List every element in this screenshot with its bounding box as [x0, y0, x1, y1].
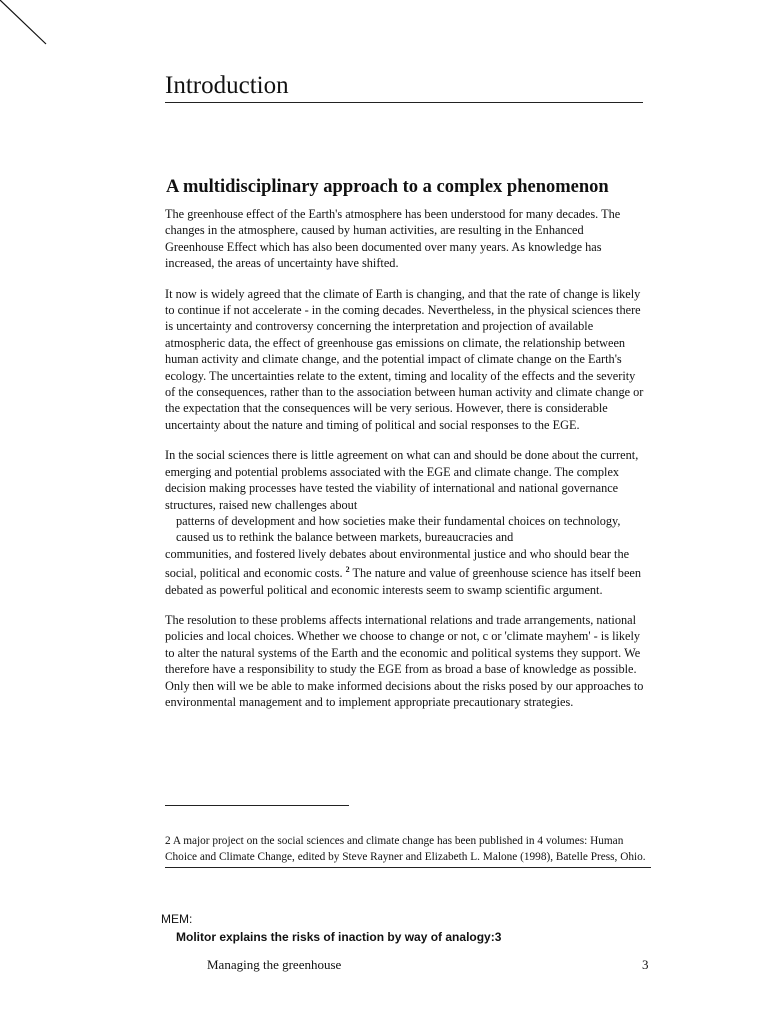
footnote: 2 A major project on the social sciences and climate change has been published in 4 volumes: Human Choice and Climate Change, edited by Steve Rayner and Elizabeth L. Malone (1998), Batelle Press, Ohio. [165, 833, 651, 868]
paragraph-1: The greenhouse effect of the Earth's atmosphere has been understood for many decades. The changes in the atmosphere, caused by human activities, are resulting in the Enhanced Greenhouse Effect which has also been documented over many years. As knowledge has increased, the areas of uncertainty have shifted. [165, 207, 621, 271]
paragraph-3-start: In the social sciences there is little agreement on what can and should be done about the current, emerging and potential problems associated with the EGE and climate change. The complex decision making processes have tested the viability of international and national governance structures, raised new challenges about [165, 448, 639, 512]
body-text [165, 206, 645, 724]
paragraph-4: The resolution to these problems affects international relations and trade arrangements, national policies and local choices. Whether we choose to change or not, c or 'climate mayhem' - is likely to alter the natural systems of the Earth and the economic and political systems they support. We therefore have a responsibility to study the EGE from as broad a base of knowledge as possible. Only then will we be able to make informed decisions about the risks posed by our approaches to environmental management and to implement appropriate precautionary strategies. [165, 613, 644, 710]
paragraph-2: It now is widely agreed that the climate of Earth is changing, and that the rate of change is likely to continue if not accelerate - in the coming decades. Nevertheless, in the physical sciences there is uncertainty and controversy concerning the interpretation and projection of available atmospheric data, the effect of greenhouse gas emissions on climate, the relationship between human activity and climate change, and the potential impact of climate change on the Earth's ecology. The uncertainties relate to the extent, timing and locality of the effects and the severity of the consequences, rather than to the association between human activity and climate change or the expectation that the consequences will be very serious. However, there is considerable uncertainty about the nature and timing of political and social responses to the EGE. [165, 286, 644, 432]
section-heading: A multidisciplinary approach to a complex phenomenon [166, 177, 609, 197]
paragraph-3-rest: communities, and fostered lively debates about environmental justice and who should bear the social, political and economic costs. [165, 546, 630, 581]
paragraph-3-tail: The nature and value of greenhouse science has itself been debated as powerful political and economic interests seem to swamp scientific argument. [165, 566, 642, 597]
page-number: 3 [642, 957, 649, 972]
footnote-reference[interactable]: 2 [345, 565, 350, 575]
page-title: Introduction [165, 70, 643, 103]
paragraph-3-indented: patterns of development and how societies make their fundamental choices on technology, caused us to rethink the balance between markets, bureaucracies and [176, 513, 621, 545]
running-footer-title: Managing the greenhouse [207, 957, 342, 972]
footnote-separator [165, 805, 349, 806]
page-corner-fold-mark [0, 0, 60, 60]
paragraph-3 [165, 447, 645, 598]
mem-label: MEM: [161, 912, 193, 926]
mem-note: Molitor explains the risks of inaction by way of analogy:3 [176, 930, 502, 944]
